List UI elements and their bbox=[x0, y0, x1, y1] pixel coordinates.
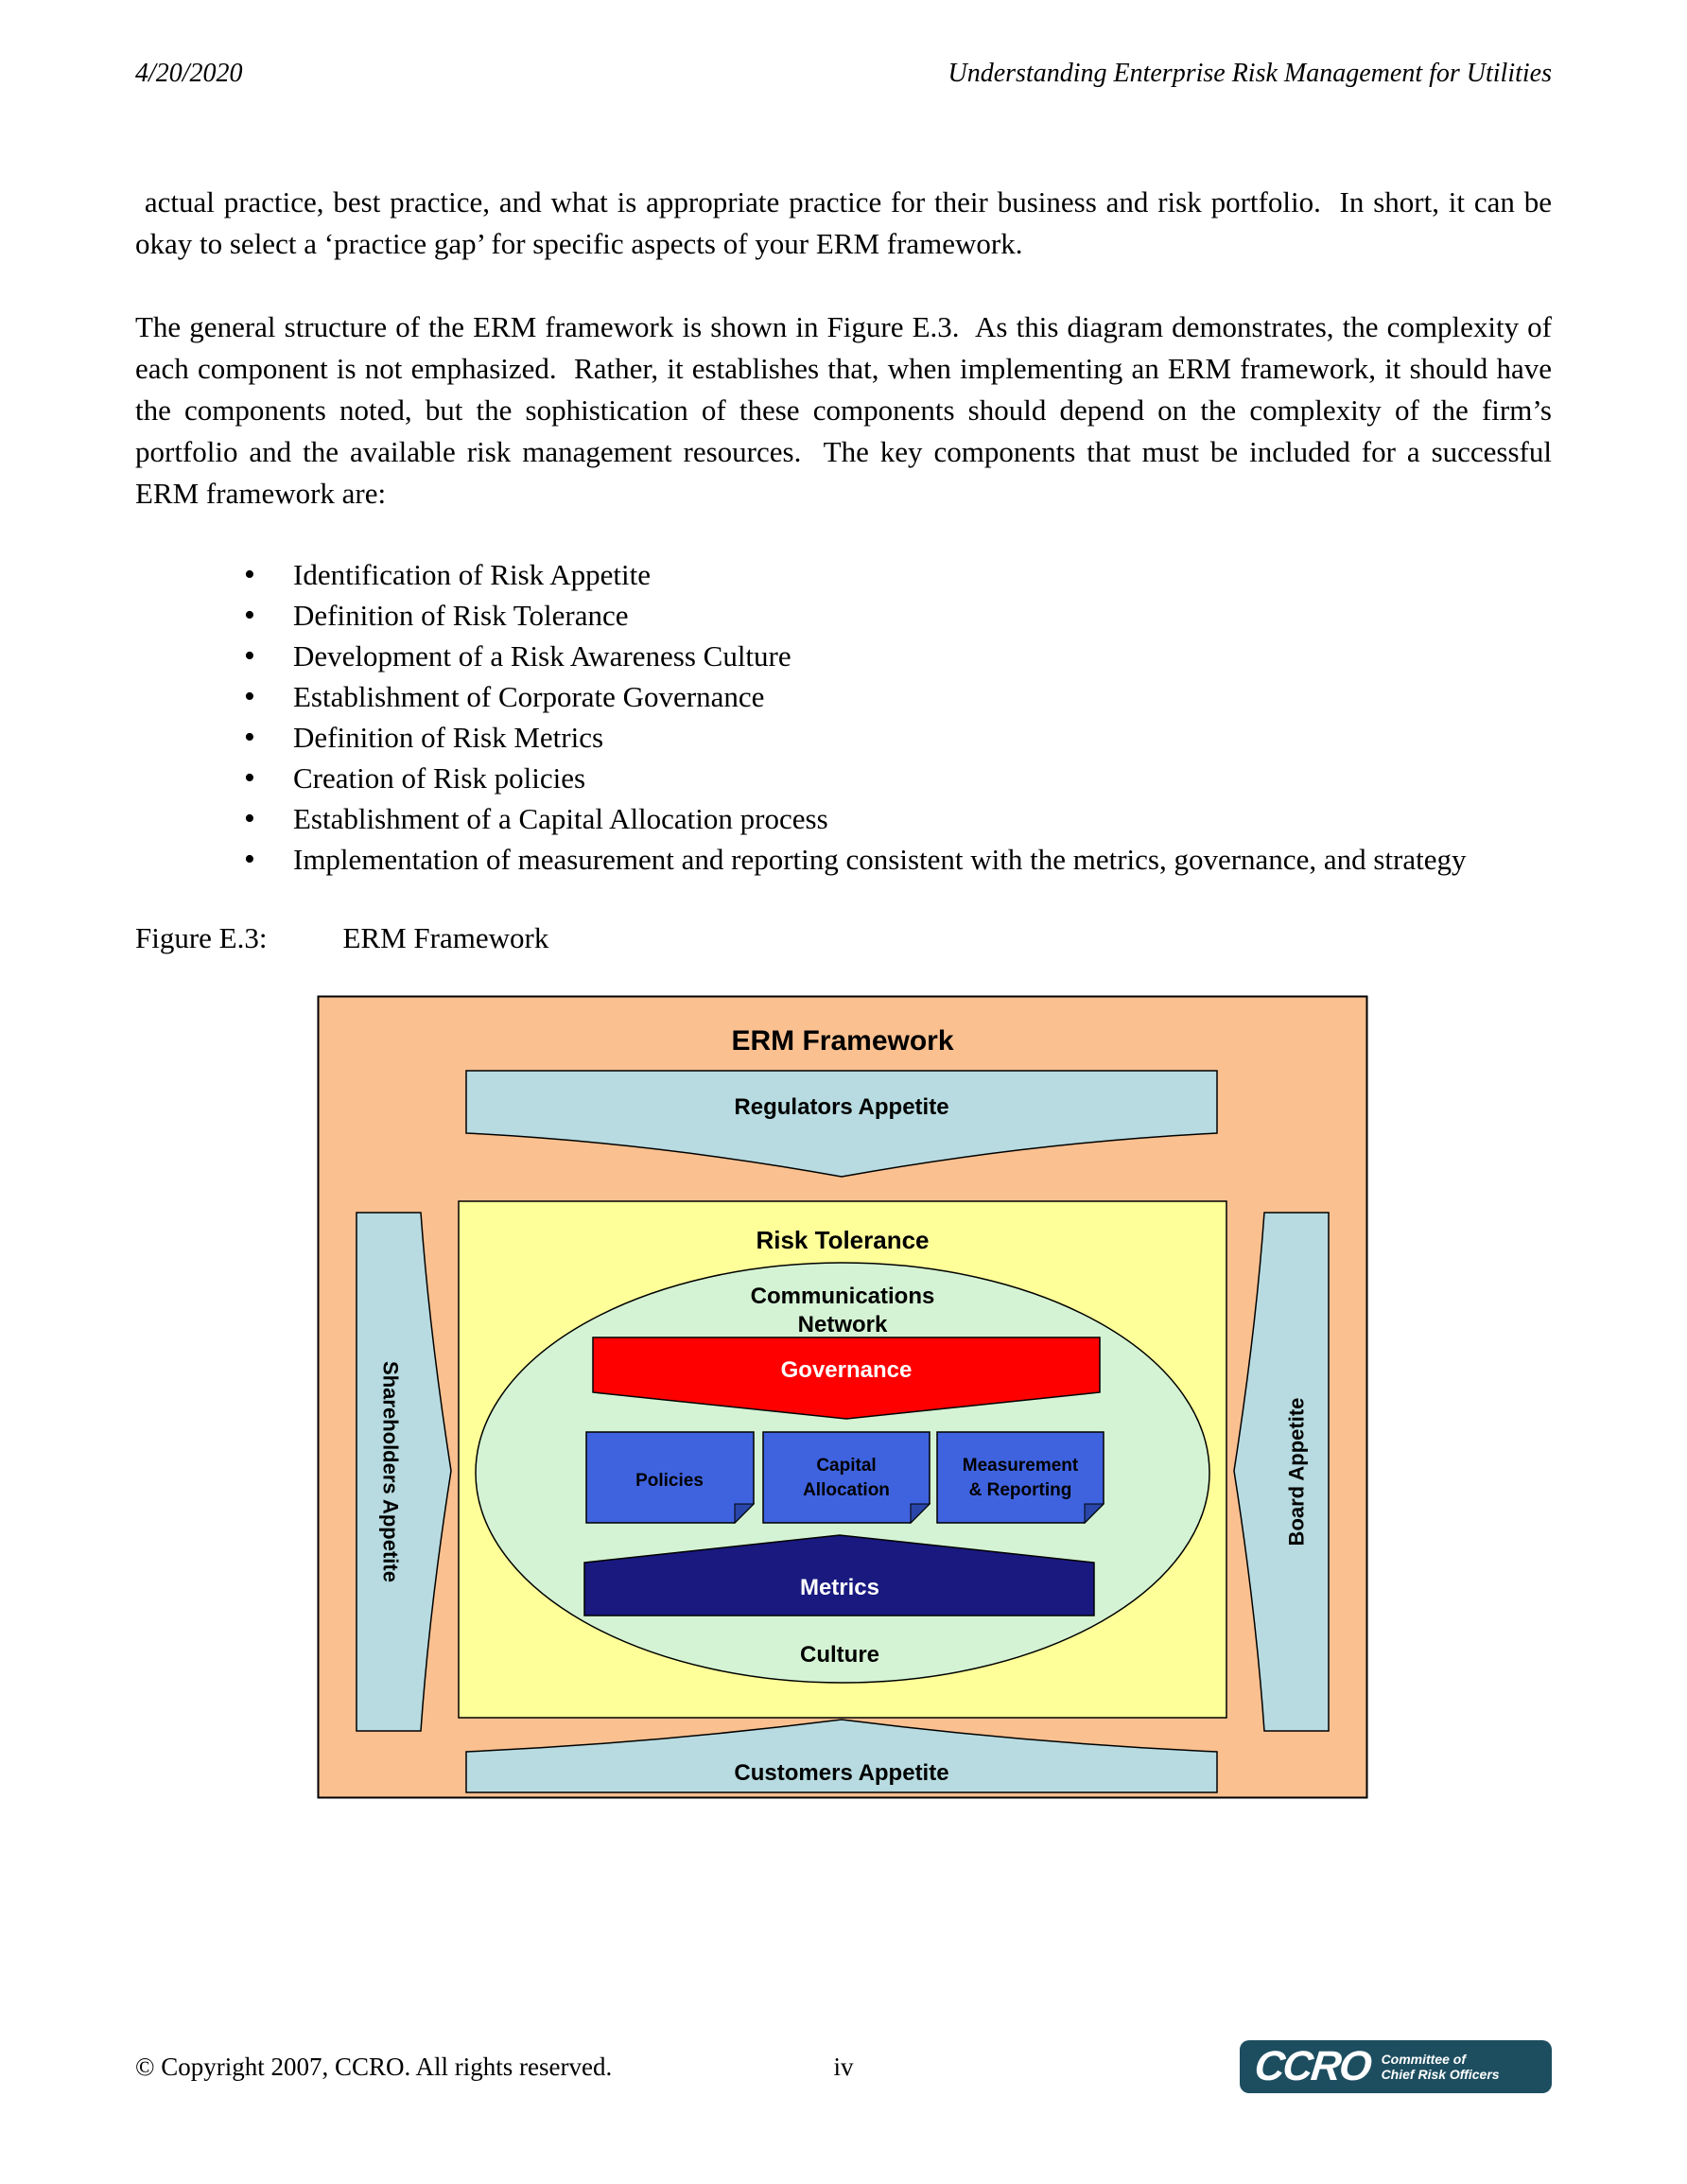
list-item: • Definition of Risk Tolerance bbox=[293, 595, 1552, 636]
capital-allocation-box bbox=[763, 1432, 930, 1523]
diagram-title: ERM Framework bbox=[731, 1025, 954, 1057]
header-date: 4/20/2020 bbox=[135, 59, 243, 88]
measurement-label-line2: & Reporting bbox=[968, 1480, 1072, 1500]
page-footer bbox=[135, 2035, 1552, 2098]
list-item: • Implementation of measurement and reporting consistent with the metrics, governance, and strategy bbox=[293, 839, 1552, 880]
ccro-logo bbox=[1240, 2040, 1552, 2093]
list-item: • Development of a Risk Awareness Culture bbox=[293, 636, 1552, 676]
policies-label: Policies bbox=[635, 1471, 704, 1491]
header-title: Understanding Enterprise Risk Management for Utilities bbox=[948, 59, 1552, 88]
figure-caption bbox=[135, 921, 1552, 955]
measurement-label-line1: Measurement bbox=[962, 1456, 1079, 1476]
figure-label: Figure E.3: bbox=[135, 921, 268, 954]
list-item: • Identification of Risk Appetite bbox=[293, 554, 1552, 595]
page-content bbox=[135, 0, 1559, 1799]
ccro-logo-subtext-line1: Committee of bbox=[1381, 2051, 1467, 2067]
communications-label-line2: Network bbox=[797, 1312, 888, 1337]
footer-logo-area bbox=[872, 2040, 1552, 2093]
figure-title: ERM Framework bbox=[342, 921, 549, 954]
running-header bbox=[135, 59, 1552, 89]
measurement-reporting-box bbox=[937, 1432, 1104, 1523]
capital-label-line2: Allocation bbox=[803, 1480, 890, 1500]
key-components-list bbox=[135, 554, 1552, 880]
list-item: • Establishment of Corporate Governance bbox=[293, 676, 1552, 717]
governance-label: Governance bbox=[780, 1357, 913, 1383]
metrics-label: Metrics bbox=[799, 1575, 880, 1600]
risk-tolerance-label: Risk Tolerance bbox=[756, 1226, 930, 1254]
list-item: • Definition of Risk Metrics bbox=[293, 717, 1552, 758]
page-number: iv bbox=[833, 2052, 854, 2081]
ccro-logo-mark: CCRO bbox=[1252, 2043, 1373, 2089]
copyright-text: © Copyright 2007, CCRO. All rights reserved. bbox=[135, 2052, 613, 2081]
paragraph-1: actual practice, best practice, and what is appropriate practice for their business and risk portfolio. In short, it can be okay to select a ‘practice gap’ for specific aspects of your ERM framework. bbox=[135, 185, 1559, 260]
board-appetite-label: Board Appetite bbox=[1284, 1397, 1309, 1546]
regulators-appetite-label: Regulators Appetite bbox=[734, 1094, 949, 1120]
ccro-logo-subtext-line2: Chief Risk Officers bbox=[1381, 2067, 1500, 2082]
culture-label: Culture bbox=[800, 1642, 879, 1668]
communications-label-line1: Communications bbox=[750, 1284, 935, 1309]
erm-framework-diagram bbox=[317, 995, 1368, 1799]
capital-label-line1: Capital bbox=[816, 1456, 877, 1476]
customers-appetite-label: Customers Appetite bbox=[734, 1760, 949, 1786]
list-item: • Establishment of a Capital Allocation process bbox=[293, 798, 1552, 839]
shareholders-appetite-label: Shareholders Appetite bbox=[378, 1361, 403, 1582]
paragraph-2: The general structure of the ERM framework is shown in Figure E.3. As this diagram demonstrates, the complexity of each component is not emphasized. Rather, it establishes that, when implementing an ERM framework, it should have the components noted, but the sophistication of these components should depend on the complexity of the firm’s portfolio and the available risk management resources. The key components that must be included for a successful ERM framework are: bbox=[135, 310, 1559, 510]
list-item: • Creation of Risk policies bbox=[293, 758, 1552, 798]
ccro-logo-subtext bbox=[1382, 2052, 1500, 2082]
